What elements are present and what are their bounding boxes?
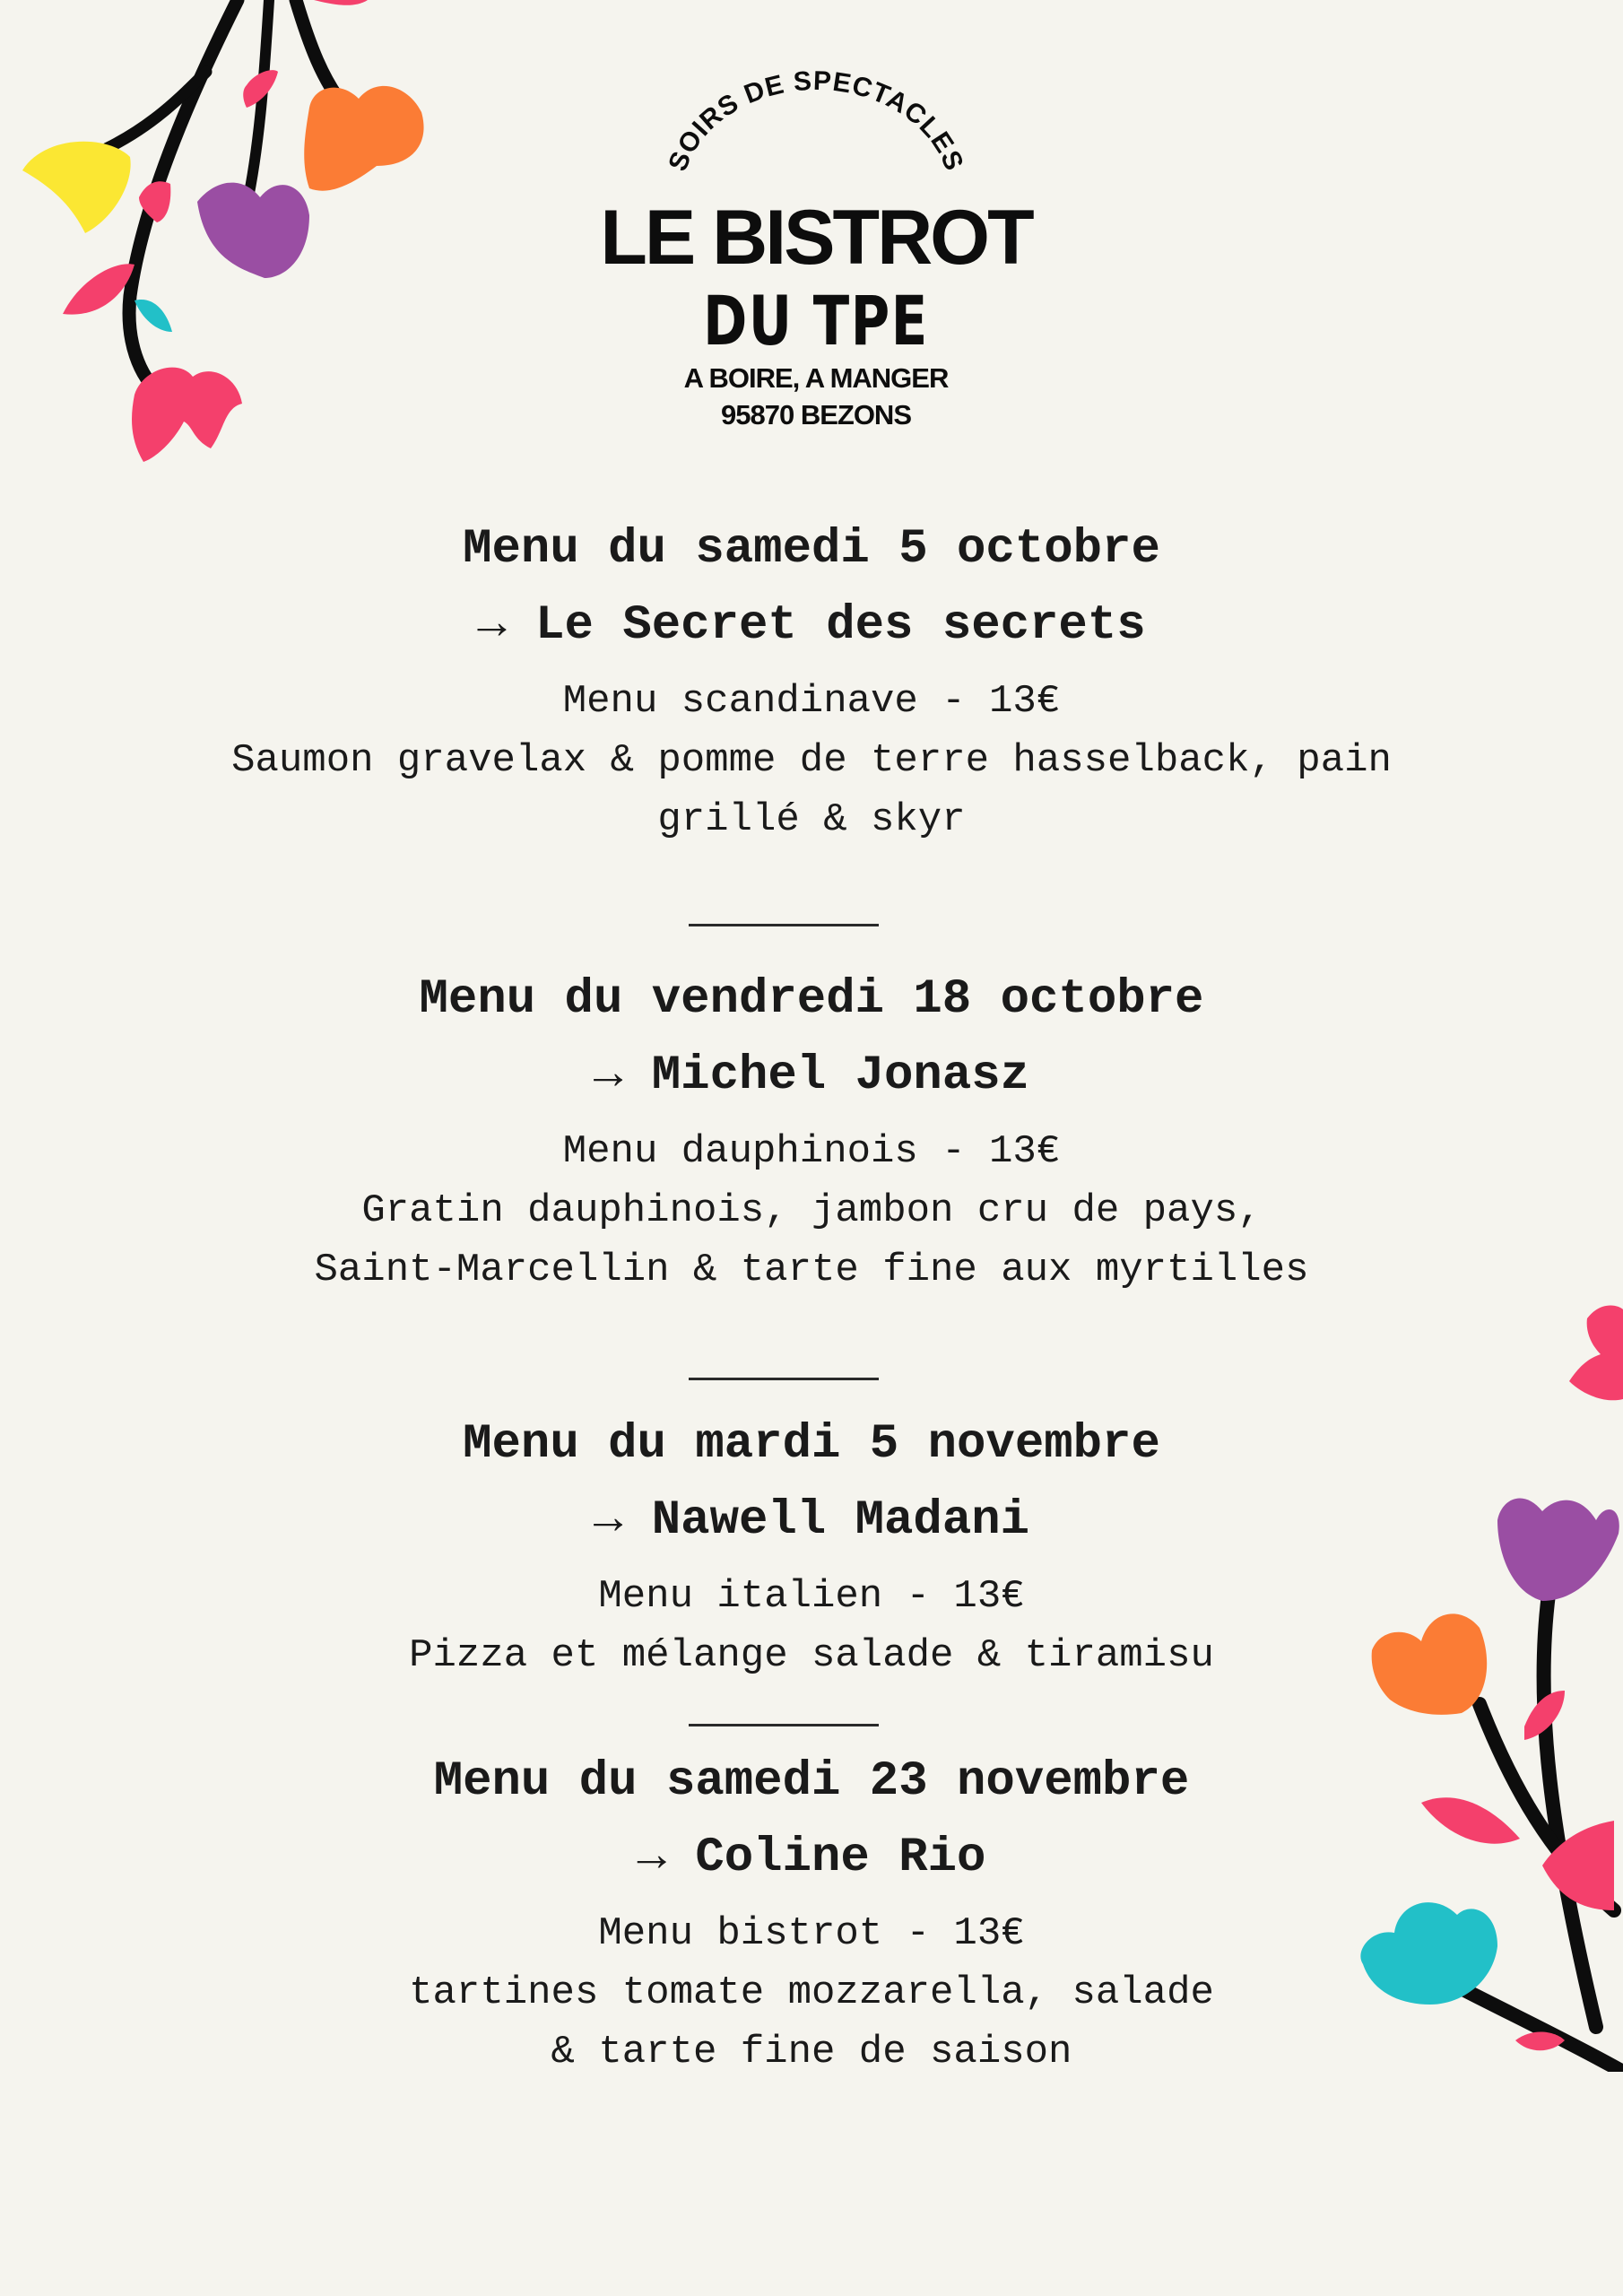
menu-title: Menu du vendredi 18 octobre	[419, 972, 1204, 1027]
flower-branch-top-left-icon	[0, 0, 448, 484]
divider	[689, 1378, 879, 1380]
menu-price-line: Menu dauphinois - 13€	[562, 1129, 1061, 1174]
logo-location: 95870 BEZONS	[721, 399, 911, 430]
divider	[689, 1724, 879, 1726]
menu-section	[0, 1754, 1623, 2082]
menu-description-line: grillé & skyr	[657, 797, 966, 842]
menu-title: Menu du samedi 23 novembre	[433, 1754, 1190, 1809]
menu-price-line: Menu italien - 13€	[598, 1574, 1025, 1619]
menu-act: → Nawell Madani	[593, 1493, 1030, 1548]
logo-title: LE BISTROT	[600, 195, 1032, 281]
menu-description-line: Saint-Marcellin & tarte fine aux myrtilles	[314, 1248, 1309, 1292]
menu-title: Menu du samedi 5 octobre	[463, 522, 1160, 577]
menu-act: → Le Secret des secrets	[477, 598, 1146, 653]
menu-description-line: tartines tomate mozzarella, salade	[409, 1970, 1214, 2015]
logo-arc-text	[655, 63, 977, 206]
menu-section	[0, 972, 1623, 1300]
logo	[574, 63, 1058, 439]
menu-description-line: & tarte fine de saison	[551, 2030, 1072, 2074]
menu-price-line: Menu scandinave - 13€	[562, 679, 1061, 724]
menu-section	[0, 1417, 1623, 1685]
menu-description-line: Saumon gravelax & pomme de terre hasselback, pain	[231, 738, 1392, 783]
menu-section	[0, 522, 1623, 849]
logo-tagline: A BOIRE, A MANGER	[683, 362, 949, 394]
divider	[689, 924, 879, 926]
menu-description-line: Gratin dauphinois, jambon cru de pays,	[361, 1188, 1262, 1233]
menu-act: → Coline Rio	[637, 1831, 986, 1885]
menu-price-line: Menu bistrot - 13€	[598, 1911, 1025, 1956]
menu-act: → Michel Jonasz	[593, 1048, 1030, 1103]
logo-subtitle: DU TPE	[703, 281, 929, 361]
menu-description-line: Pizza et mélange salade & tiramisu	[409, 1633, 1214, 1678]
svg-text:SOIRS DE SPECTACLES: SOIRS DE SPECTACLES	[663, 65, 969, 176]
menu-title: Menu du mardi 5 novembre	[463, 1417, 1160, 1472]
